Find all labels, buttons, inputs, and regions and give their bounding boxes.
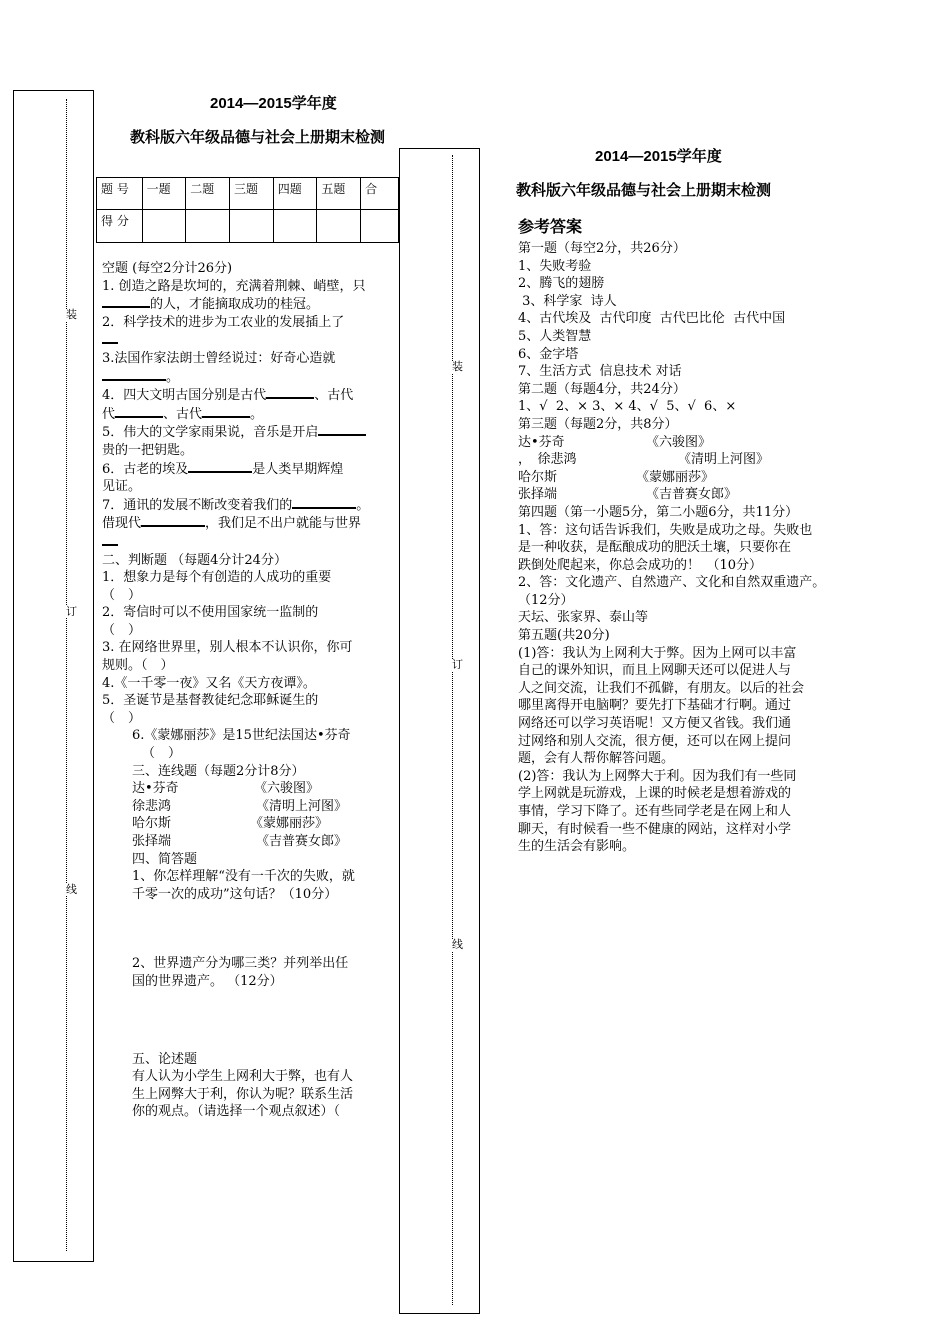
- section-judge-title: 二、判断题 （每题4分计24分）: [102, 552, 287, 568]
- answer-space[interactable]: [102, 903, 399, 955]
- answer-blank[interactable]: [141, 514, 205, 527]
- binding-char-ding: 订: [66, 605, 77, 618]
- exam-title-year: 2014—2015学年度: [210, 95, 337, 112]
- answer-line: 2、答：文化遗产、自然遗产、文化和自然双重遗产。: [518, 575, 826, 591]
- short-question: 千零一次的成功”这句话？（10分）: [132, 886, 338, 902]
- answer-blank[interactable]: [318, 423, 366, 436]
- question-text: [102, 533, 399, 552]
- answer-line: （12分）: [518, 592, 574, 608]
- answer-blank[interactable]: [202, 405, 250, 418]
- section-essay-title: 五、论述题: [132, 1051, 198, 1067]
- score-cell[interactable]: [142, 210, 186, 243]
- question-text: 4．四大文明古国分别是古代 、古代: [102, 388, 354, 404]
- answer-line: 事情，学习下降了。还有些同学老是在网上和人: [518, 804, 792, 819]
- answer-match-row: 张择端 《吉普赛女郎》: [518, 487, 738, 503]
- match-row: 徐悲鸿 《清明上河图》: [132, 798, 348, 814]
- match-row: 达•芬奇 《六骏图》: [132, 781, 320, 797]
- judge-question: 4.《一千零一夜》又名《天方夜谭》。: [102, 675, 316, 691]
- answer-blank[interactable]: [102, 533, 118, 546]
- judge-answer-slot[interactable]: （ ）: [102, 587, 142, 603]
- answer-line: (1)答：我认为上网利大于弊。因为上网可以丰富: [518, 645, 797, 661]
- score-cell[interactable]: [361, 210, 399, 243]
- question-text: 贵的一把钥匙。: [102, 442, 194, 458]
- judge-answer-slot[interactable]: （ ）: [102, 710, 142, 726]
- question-text: 2．科学技术的进步为工农业的发展插上了: [102, 314, 345, 330]
- score-row-label: 得 分: [97, 210, 143, 243]
- score-cell[interactable]: [273, 210, 317, 243]
- section-fill-title: 空题 (每空2分计26分): [102, 261, 233, 276]
- score-header-cell: 三题: [229, 178, 273, 210]
- short-question: 1、你怎样理解“没有一千次的失败，就: [132, 869, 355, 885]
- judge-question: 5．圣诞节是基督教徒纪念耶稣诞生的: [102, 693, 319, 709]
- exam-questions: [102, 260, 399, 1121]
- section-match-title: 三、连线题（每题2分计8分）: [132, 763, 305, 779]
- score-header-cell: 一题: [142, 178, 186, 210]
- answer-line: 跌倒处爬起来，你总会成功的！ （10分）: [518, 557, 763, 573]
- question-text: 代 、古代 。: [102, 406, 264, 422]
- answer-space[interactable]: [102, 991, 399, 1051]
- answer-line: 哪里离得开电脑啊？要先打下基础才行啊。通过: [518, 698, 792, 714]
- question-text: 5．伟大的文学家雨果说，音乐是开启: [102, 423, 399, 442]
- score-header-cell: 合: [361, 178, 399, 210]
- judge-question: 2．寄信时可以不使用国家统一监制的: [102, 605, 319, 621]
- essay-question: 生上网弊大于利，你认为呢？联系生活: [132, 1086, 354, 1102]
- answer-line: 第四题（第一小题5分，第二小题6分，共11分）: [518, 504, 799, 520]
- answer-line: 5、人类智慧: [518, 328, 592, 344]
- answer-blank[interactable]: [102, 295, 150, 308]
- binding-char-zhuang: 装: [452, 360, 463, 373]
- answer-line: 1、√ 2、× 3、× 4、√ 5、√ 6、×: [518, 399, 737, 415]
- match-row: 张择端 《吉普赛女郎》: [132, 834, 348, 849]
- answer-line: 7、生活方式 信息技术 对话: [518, 364, 682, 380]
- score-cell[interactable]: [186, 210, 230, 243]
- answer-line: 网络还可以学习英语呢！又方便又省钱。我们通: [518, 716, 792, 732]
- binding-dotted-line: [66, 99, 67, 1251]
- answer-line: 1、答：这句话告诉我们，失败是成功之母。失败也: [518, 522, 813, 538]
- answer-line: 1、失败考验: [518, 258, 592, 274]
- question-text: 见证。: [102, 479, 142, 495]
- answer-title-year: 2014—2015学年度: [595, 148, 722, 165]
- score-table: [96, 177, 399, 243]
- exam-title-name: 教科版六年级品德与社会上册期末检测: [130, 129, 386, 146]
- answer-line: 聊天，有时候看一些不健康的网站，这样对小学: [518, 821, 792, 837]
- short-question: 国的世界遗产。 （12分）: [132, 973, 283, 989]
- binding-char-xian: 线: [452, 938, 463, 951]
- answer-line: 自己的课外知识，而且上网聊天还可以促进人与: [518, 663, 792, 679]
- answer-line: 过网络和别人交流，很方便，还可以在网上提问: [518, 733, 792, 749]
- judge-answer-slot[interactable]: （ ）: [142, 746, 182, 762]
- answer-blank[interactable]: [292, 496, 356, 509]
- essay-question: 有人认为小学生上网利大于弊，也有人: [132, 1069, 354, 1085]
- section-short-title: 四、简答题: [132, 851, 198, 867]
- answer-line: 第三题（每题2分，共8分）: [518, 416, 678, 432]
- binding-char-zhuang: 装: [66, 308, 77, 321]
- judge-question: 1．想象力是每个有创造的人成功的重要: [102, 570, 332, 586]
- answer-line: 第一题（每空2分，共26分）: [518, 241, 686, 256]
- judge-question: 3. 在网络世界里，别人根本不认识你，你可: [102, 640, 353, 656]
- judge-answer-slot[interactable]: （ ）: [102, 622, 142, 638]
- answer-blank[interactable]: [102, 368, 166, 381]
- answer-blank[interactable]: [266, 386, 314, 399]
- answer-heading: 参考答案: [518, 219, 583, 236]
- question-text: 7．通讯的发展不断改变着我们的 。: [102, 497, 370, 513]
- essay-question: 你的观点。（请选择一个观点叙述）（: [132, 1104, 341, 1120]
- question-text: 。: [102, 368, 399, 387]
- question-text: 的人，才能摘取成功的桂冠。: [102, 295, 399, 314]
- answer-title-name: 教科版六年级品德与社会上册期末检测: [516, 182, 772, 199]
- answer-line: (2)答：我认为上网弊大于利。因为我们有一些同: [518, 768, 797, 784]
- answer-line: 生的生活会有影响。: [518, 839, 636, 855]
- question-text: [102, 331, 399, 350]
- answer-match-row: ， 徐悲鸿 《清明上河图》: [518, 452, 770, 468]
- answer-line: 第二题（每题4分，共24分）: [518, 381, 686, 397]
- match-row: 哈尔斯 《蒙娜丽莎》: [132, 816, 329, 832]
- binding-margin-left: [13, 90, 94, 1262]
- answer-line: 人之间交流，让我们不孤僻，有朋友。以后的社会: [518, 680, 805, 696]
- answer-line: 2、腾飞的翅膀: [518, 276, 605, 292]
- answer-line: 学上网就是玩游戏，上课的时候老是想着游戏的: [518, 786, 792, 802]
- score-table-score-row: [97, 210, 399, 243]
- question-text: 借现代 ，我们足不出户就能与世界: [102, 516, 362, 532]
- score-header-cell: 四题: [273, 178, 317, 210]
- answer-body: [518, 240, 858, 856]
- question-text: 1. 创造之路是坎坷的，充满着荆棘、峭壁，只: [102, 278, 366, 294]
- answer-blank[interactable]: [188, 460, 252, 473]
- score-cell[interactable]: [317, 210, 361, 243]
- binding-char-ding: 订: [452, 658, 463, 671]
- answer-line: 是一种收获，是酝酿成功的肥沃土壤，只要你在: [518, 540, 792, 556]
- judge-question: 6.《蒙娜丽莎》是15世纪法国达•芬奇: [132, 728, 351, 744]
- answer-blank[interactable]: [102, 331, 118, 344]
- answer-line: 天坛、张家界、泰山等: [518, 610, 649, 626]
- binding-dotted-line: [452, 155, 453, 1305]
- answer-match-row: 哈尔斯 《蒙娜丽莎》: [518, 469, 715, 485]
- exam-body: [96, 147, 399, 1187]
- answer-match-row: 达•芬奇 《六骏图》: [518, 434, 712, 450]
- question-text: 6．古老的埃及 是人类早期辉煌: [102, 461, 344, 477]
- binding-char-xian: 线: [66, 883, 77, 896]
- answer-blank[interactable]: [115, 405, 163, 418]
- answer-line: 第五题(共20分): [518, 628, 610, 644]
- question-text: 3.法国作家法朗士曾经说过：好奇心造就: [102, 350, 336, 366]
- judge-question: 规则。（ ）: [102, 658, 174, 674]
- answer-line: 3、科学家 诗人: [518, 293, 617, 309]
- score-header-cell: 五题: [317, 178, 361, 210]
- answer-line: 6、金字塔: [518, 346, 579, 362]
- score-header-cell: 题 号: [97, 178, 143, 210]
- short-question: 2、世界遗产分为哪三类？并列举出任: [132, 956, 349, 972]
- answer-line: 4、古代埃及 古代印度 古代巴比伦 古代中国: [518, 311, 786, 327]
- answer-line: 题，会有人帮你解答问题。: [518, 751, 675, 767]
- score-header-cell: 二题: [186, 178, 230, 210]
- score-table-header-row: [97, 178, 399, 210]
- binding-margin-right: [399, 148, 480, 1314]
- score-cell[interactable]: [229, 210, 273, 243]
